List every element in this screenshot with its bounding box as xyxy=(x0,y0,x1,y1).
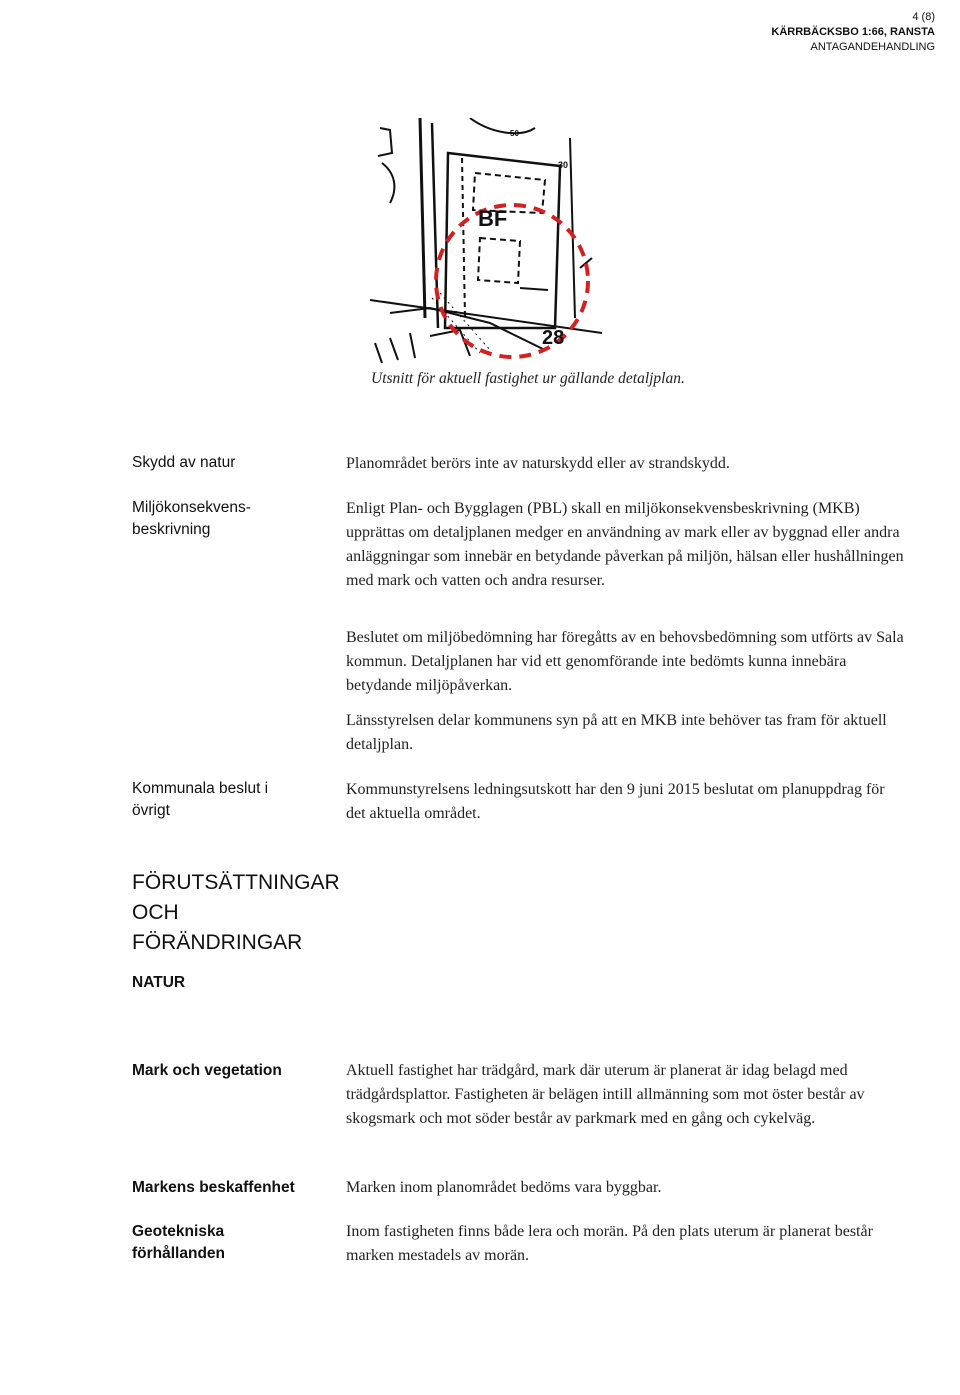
page-number: 4 (8) xyxy=(912,11,935,23)
page-header xyxy=(771,10,935,55)
text-mkb-paragraph-2: Beslutet om miljöbedömning har föregåtts av en behovsbedömning som utförts av Sala kommun. Detaljplanen har vid ett genomförande inte bedömts kunna innebära betydande miljöpåverkan. xyxy=(346,629,904,694)
map-line xyxy=(382,163,394,203)
detail-plan-map xyxy=(370,118,602,368)
map-line xyxy=(462,158,465,318)
building-outline xyxy=(478,238,520,283)
map-line xyxy=(378,128,392,156)
map-line xyxy=(430,330,470,356)
number-label: 30 xyxy=(558,160,569,170)
section-title: FÖRUTSÄTTNINGAR OCH FÖRÄNDRINGAR xyxy=(132,871,340,954)
label-miljokonsekvensbeskrivning: Miljökonsekvens- beskrivning xyxy=(132,499,251,538)
label-kommunala-beslut: Kommunala beslut i övrigt xyxy=(132,780,269,819)
text-mkb-paragraph-3: Länsstyrelsen delar kommunens syn på att en MKB inte behöver tas fram för aktuell detaljplan. xyxy=(346,712,887,753)
number-label: 50 xyxy=(510,129,519,138)
map-line xyxy=(420,118,425,318)
label-markens-beskaffenhet: Markens beskaffenhet xyxy=(132,1179,295,1196)
subsection-title: NATUR xyxy=(132,974,186,991)
map-line xyxy=(520,288,548,290)
label-mark-och-vegetation: Mark och vegetation xyxy=(132,1062,282,1079)
number-label: 28 xyxy=(542,327,565,349)
map-caption: Utsnitt för aktuell fastighet ur gällande detaljplan. xyxy=(371,370,685,387)
text-skydd-av-natur: Planområdet berörs inte av naturskydd eller av strandskydd. xyxy=(346,455,730,472)
text-kommunala-beslut: Kommunstyrelsens ledningsutskott har den 9 juni 2015 beslutat om planuppdrag för det aktuella området. xyxy=(346,781,885,822)
label-skydd-av-natur: Skydd av natur xyxy=(132,454,236,471)
document-title: KÄRRBÄCKSBO 1:66, RANSTA xyxy=(771,26,935,38)
map-line xyxy=(570,138,575,318)
document-status: ANTAGANDEHANDLING xyxy=(810,41,935,53)
text-mark-och-vegetation: Aktuell fastighet har trädgård, mark där uterum är planerat är idag belagd med trädgårdsplattor. Fastigheten är belägen intill allmänning som mot öster består av skogsmark och mot söder består av parkmark med en gång och cykelväg. xyxy=(346,1062,865,1127)
text-markens-beskaffenhet: Marken inom planområdet bedöms vara byggbar. xyxy=(346,1179,662,1196)
text-mkb-paragraph-1: Enligt Plan- och Bygglagen (PBL) skall en miljökonsekvensbeskrivning (MKB) upprättas om detaljplanen medger en användning av mark eller av byggnad eller andra anläggningar som innebär en betydande påverkan på miljön, hälsan eller hushållningen med mark och vatten och andra resurser. xyxy=(346,500,904,589)
text-geotekniska-forhallanden: Inom fastigheten finns både lera och morän. På den plats uterum är planerat består marken mestadels av morän. xyxy=(346,1223,873,1264)
map-line xyxy=(375,333,415,363)
label-geotekniska-forhallanden: Geotekniska förhållanden xyxy=(132,1223,226,1262)
map-line xyxy=(470,118,535,133)
zone-label: BF xyxy=(478,206,508,231)
